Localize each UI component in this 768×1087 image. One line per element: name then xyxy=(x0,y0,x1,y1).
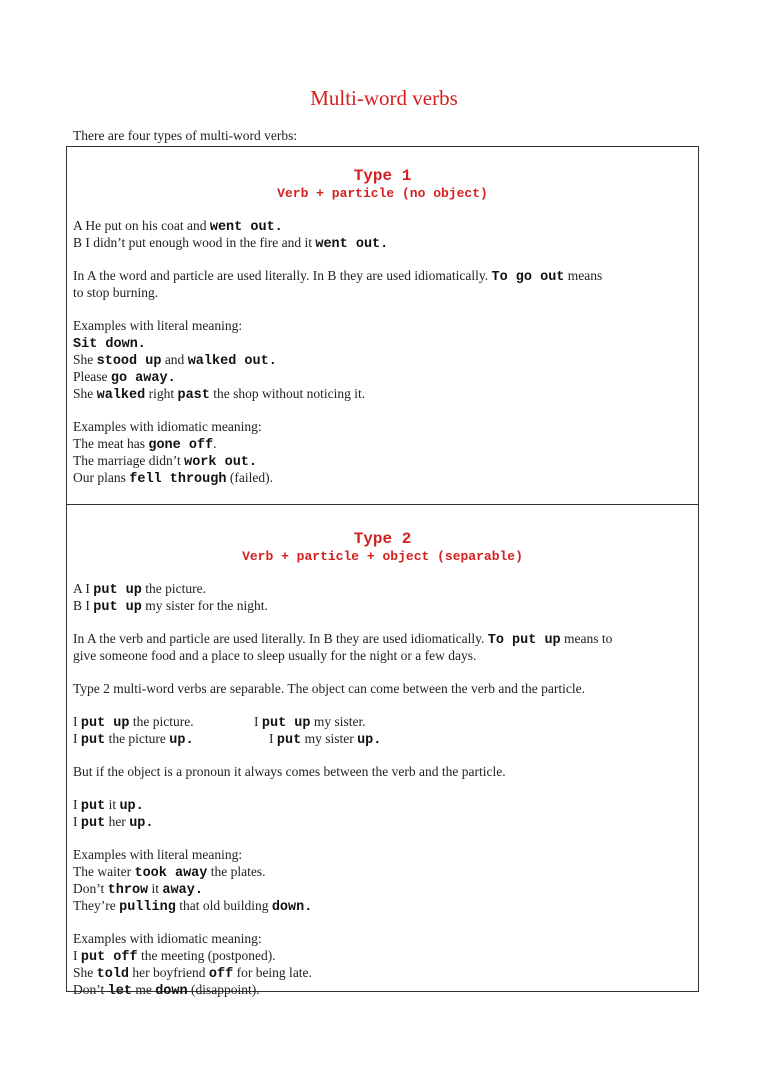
type1-heading: Type 1 xyxy=(353,167,412,185)
type2-pronoun-example-2 xyxy=(73,813,154,832)
text: They’re xyxy=(73,898,120,913)
keyword: off xyxy=(208,967,234,982)
keyword: up. xyxy=(119,799,144,814)
type2-pronoun-note: But if the object is a pronoun it always comes between the verb and the particle. xyxy=(73,764,506,779)
type1-box xyxy=(66,146,699,505)
keyword: past xyxy=(177,388,210,403)
type2-explanation-line2: give someone food and a place to sleep usually for the night or a few days. xyxy=(73,648,477,663)
text: In A the word and particle are used literally. In B they are used idiomatically. xyxy=(73,268,492,283)
type2-example-b xyxy=(73,597,268,616)
text: it xyxy=(148,881,163,896)
text: A He put on his coat and xyxy=(73,218,210,233)
keyword: went out. xyxy=(315,237,389,252)
type1-subheading: Verb + particle (no object) xyxy=(277,186,488,201)
keyword: put xyxy=(80,816,106,831)
text: I xyxy=(73,948,81,963)
text: I xyxy=(73,814,81,829)
keyword: up. xyxy=(169,733,194,748)
keyword: away. xyxy=(162,883,203,898)
text: I xyxy=(73,714,81,729)
text: She xyxy=(73,386,97,401)
keyword: put up xyxy=(93,583,142,598)
text: (failed). xyxy=(226,470,273,485)
text: The meat has xyxy=(73,436,149,451)
keyword: put off xyxy=(80,950,138,965)
keyword: walked out. xyxy=(187,354,277,369)
keyword: took away xyxy=(134,866,208,881)
keyword: put up xyxy=(261,716,311,731)
type1-idiomatic-heading: Examples with idiomatic meaning: xyxy=(73,419,262,434)
text: A I xyxy=(73,581,94,596)
keyword: up. xyxy=(129,816,154,831)
keyword: throw xyxy=(107,883,149,898)
keyword: put up xyxy=(80,716,130,731)
keyword: To go out xyxy=(491,270,565,285)
text: . xyxy=(213,436,217,451)
keyword: put up xyxy=(93,600,142,615)
text: my sister for the night. xyxy=(141,598,268,613)
keyword: walked xyxy=(96,388,146,403)
type2-sep-example-3 xyxy=(73,730,194,749)
text: her xyxy=(105,814,130,829)
type1-example-b xyxy=(73,234,388,253)
text: The waiter xyxy=(73,864,135,879)
type2-idiomatic-heading: Examples with idiomatic meaning: xyxy=(73,931,262,946)
text: me xyxy=(131,982,156,997)
type1-literal-4 xyxy=(73,385,365,404)
keyword: fell through xyxy=(129,472,227,487)
text: it xyxy=(105,797,120,812)
text: B I xyxy=(73,598,94,613)
text: She xyxy=(73,965,97,980)
text: the picture. xyxy=(141,581,206,596)
text: (disappoint). xyxy=(187,982,260,997)
keyword: down. xyxy=(271,900,313,915)
type1-idiomatic-3 xyxy=(73,469,273,488)
type1-literal-heading: Examples with literal meaning: xyxy=(73,318,243,333)
type2-idiomatic-3 xyxy=(73,981,260,1000)
keyword: up. xyxy=(357,733,382,748)
keyword: work out. xyxy=(184,455,258,470)
keyword: went out. xyxy=(209,220,283,235)
keyword: put xyxy=(80,733,106,748)
text: the plates. xyxy=(207,864,266,879)
keyword: put xyxy=(276,733,302,748)
type2-literal-heading: Examples with literal meaning: xyxy=(73,847,243,862)
type2-separable-note: Type 2 multi-word verbs are separable. The object can come between the verb and the particle. xyxy=(73,681,585,696)
text: Don’t xyxy=(73,982,108,997)
type2-subheading: Verb + particle + object (separable) xyxy=(242,549,523,564)
keyword: down xyxy=(155,984,188,999)
type2-sep-example-4 xyxy=(269,730,381,749)
text: Please xyxy=(73,369,111,384)
type2-literal-3 xyxy=(73,897,312,916)
text: the picture xyxy=(105,731,170,746)
text: my sister xyxy=(301,731,358,746)
intro-text: There are four types of multi-word verbs: xyxy=(73,128,298,143)
text: means to xyxy=(560,631,613,646)
text: In A the verb and particle are used literally. In B they are used idiomatically. xyxy=(73,631,488,646)
keyword: gone off xyxy=(148,438,214,453)
text: the picture. xyxy=(129,714,194,729)
type2-box xyxy=(66,504,699,999)
text: Our plans xyxy=(73,470,130,485)
text: the meeting (postponed). xyxy=(137,948,276,963)
keyword: go away. xyxy=(110,371,176,386)
text: for being late. xyxy=(233,965,312,980)
text: I xyxy=(254,714,262,729)
keyword: pulling xyxy=(119,900,176,915)
type1-explanation-line2: to stop burning. xyxy=(73,285,159,300)
text: the shop without noticing it. xyxy=(209,386,366,401)
text: She xyxy=(73,352,97,367)
keyword: To put up xyxy=(487,633,561,648)
keyword: Sit down. xyxy=(73,337,146,352)
text: her boyfriend xyxy=(129,965,209,980)
keyword: told xyxy=(96,967,130,982)
text: I xyxy=(269,731,277,746)
text: Don’t xyxy=(73,881,108,896)
keyword: put xyxy=(80,799,106,814)
text: I xyxy=(73,797,81,812)
text: and xyxy=(161,352,188,367)
text: means xyxy=(564,268,603,283)
text: my sister. xyxy=(310,714,366,729)
type2-heading: Type 2 xyxy=(353,530,412,548)
keyword: let xyxy=(107,984,132,999)
page-title: Multi-word verbs xyxy=(310,86,458,110)
text: right xyxy=(145,386,178,401)
keyword: stood up xyxy=(96,354,162,369)
text: The marriage didn’t xyxy=(73,453,185,468)
text: I xyxy=(73,731,81,746)
text: B I didn’t put enough wood in the fire and it xyxy=(73,235,316,250)
text: that old building xyxy=(175,898,272,913)
